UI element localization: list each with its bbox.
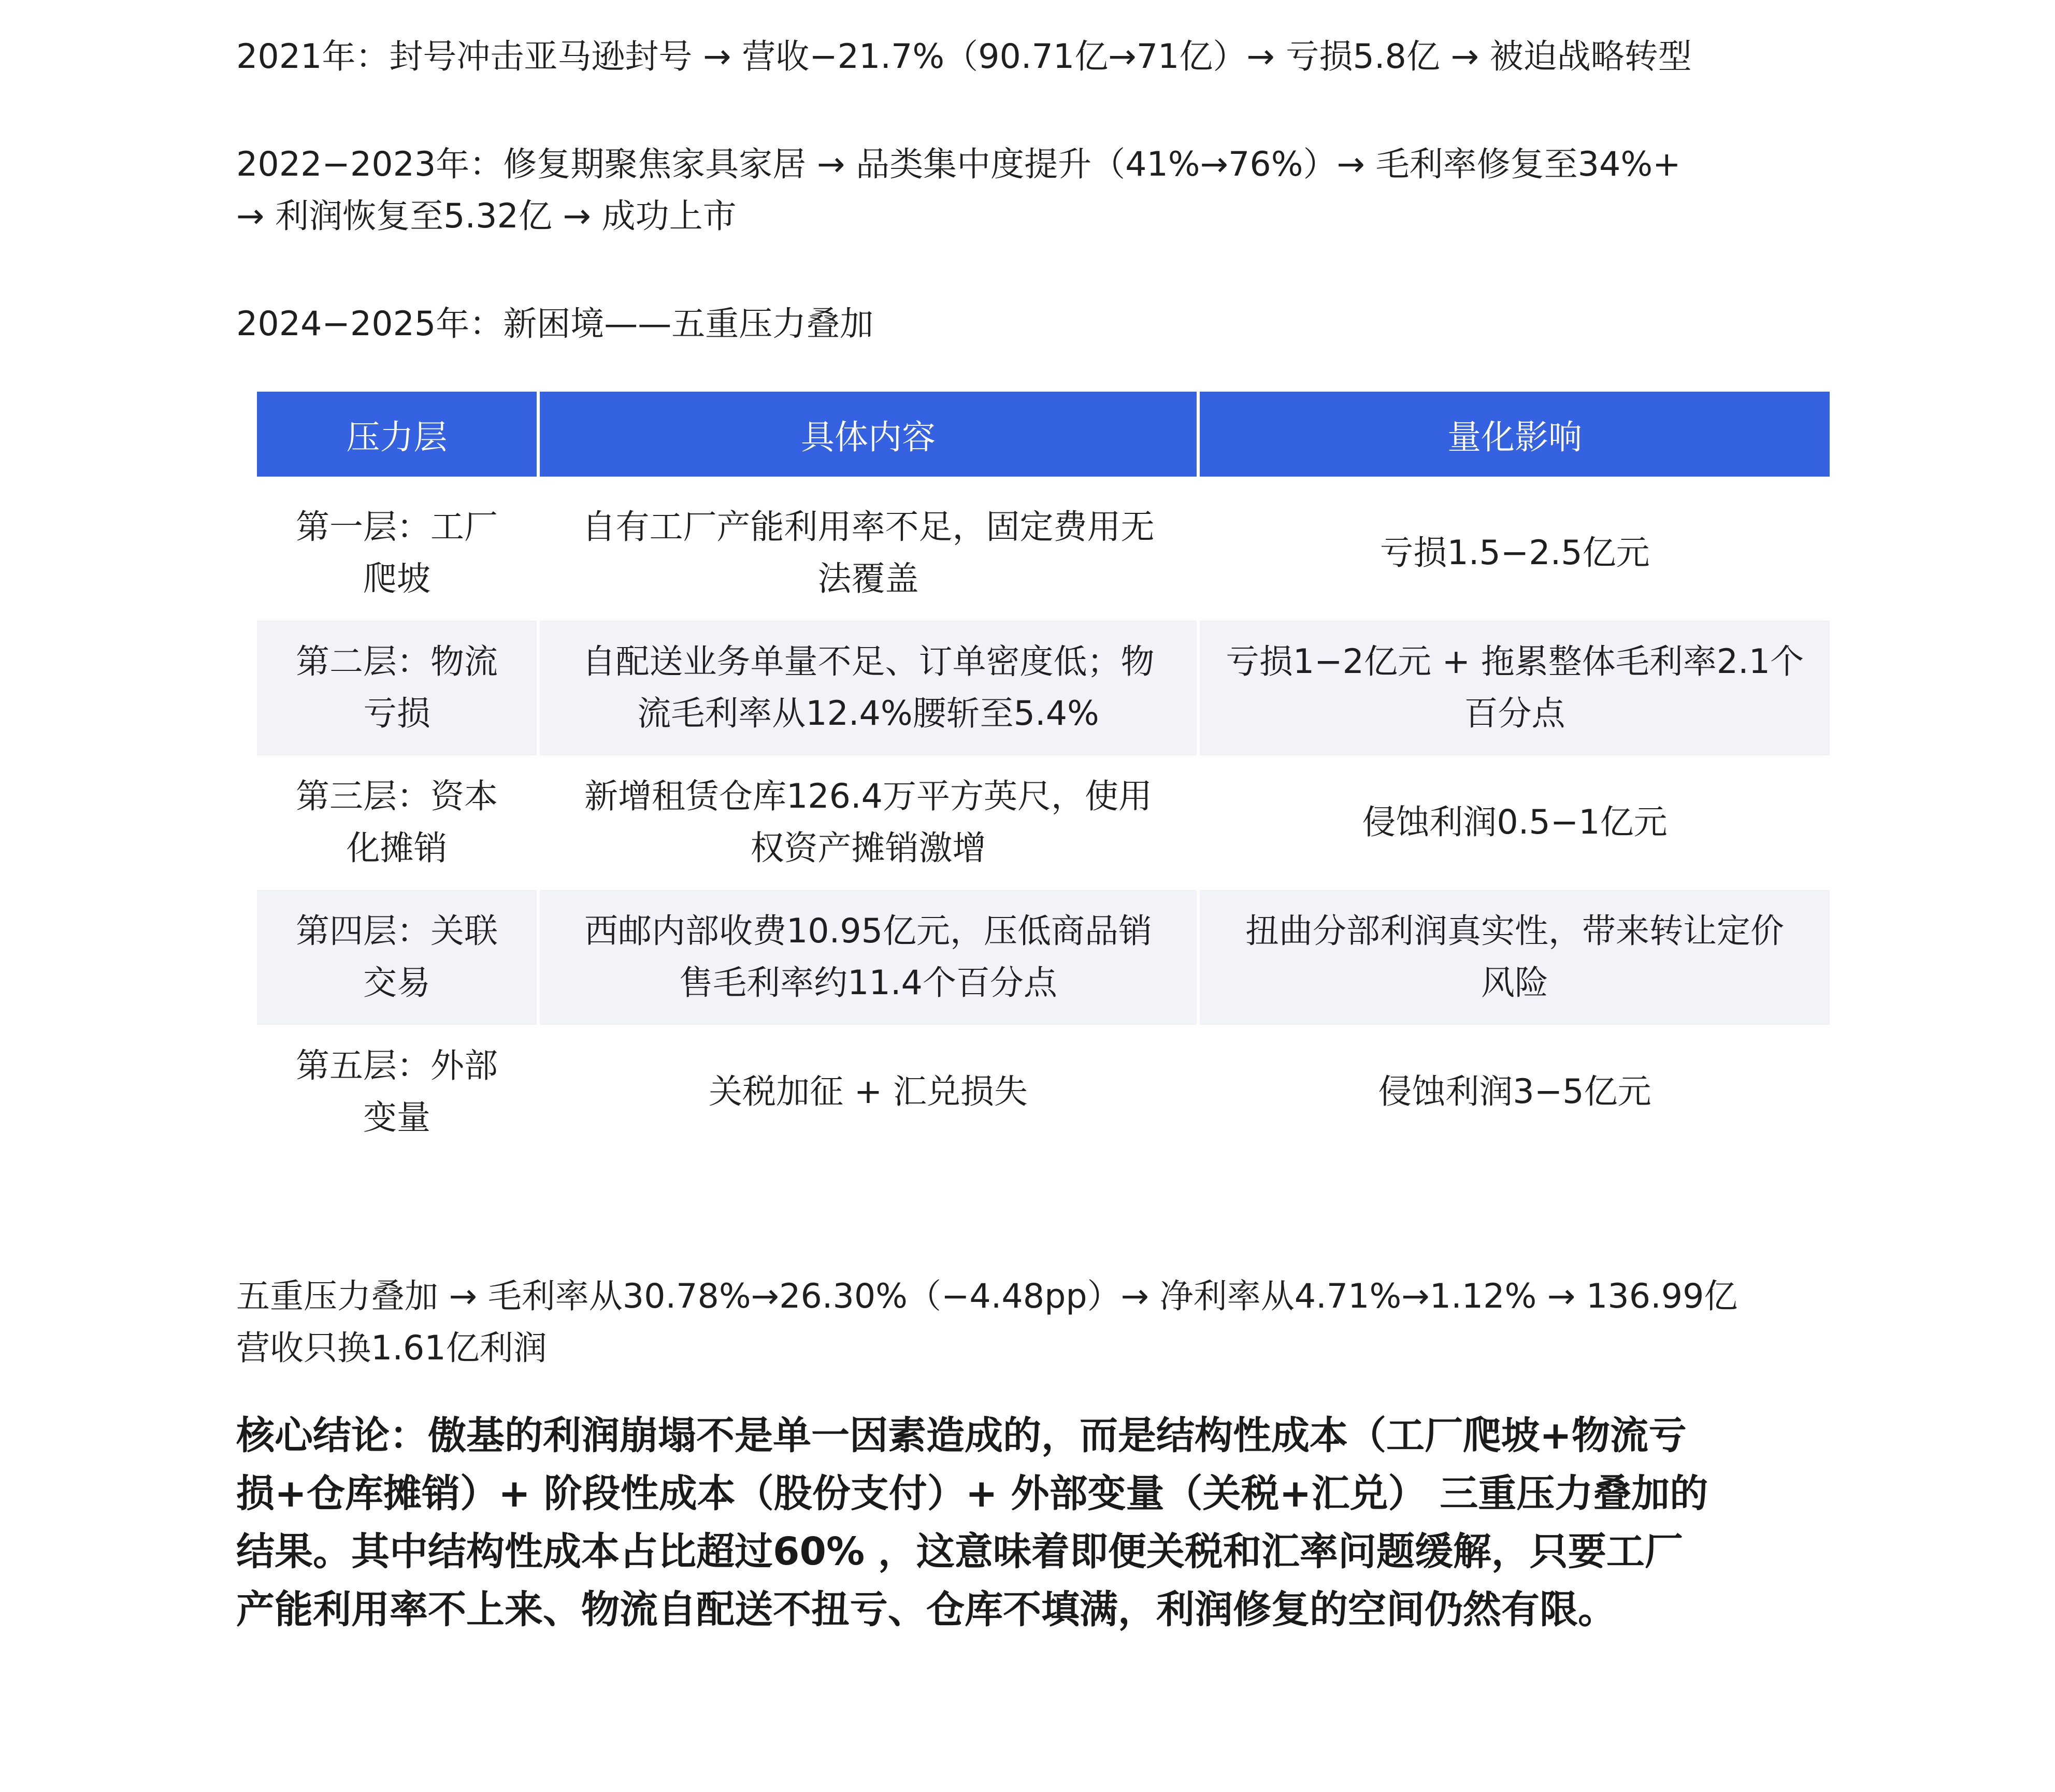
cell-text: 流毛利率从12.4%腰斩至5.4%: [637, 694, 1099, 733]
table-body: [257, 477, 1830, 1159]
table-row: [257, 477, 1830, 621]
cell-impact: [1200, 1025, 1830, 1159]
cell-layer: [257, 621, 537, 755]
cell-text: 第五层：外部: [295, 1046, 498, 1085]
timeline-2024-2025: [236, 298, 1832, 350]
cell-text: 百分点: [1464, 694, 1565, 733]
cell-text: 自配送业务单量不足、订单密度低；物: [582, 642, 1155, 681]
timeline-2021-text: 2021年：封号冲击亚马逊封号 → 营收−21.7%（90.71亿→71亿）→ 亏损5.8亿 → 被迫战略转型: [236, 37, 1692, 76]
table-row: [257, 1025, 1830, 1159]
cell-text: 亏损1−2亿元 + 拖累整体毛利率2.1个: [1225, 642, 1804, 681]
timeline-2024-text: 2024−2025年：新困境——五重压力叠加: [236, 305, 874, 343]
cell-text: 售毛利率约11.4个百分点: [679, 964, 1057, 1002]
cell-text: 自有工厂产能利用率不足，固定费用无: [582, 508, 1155, 547]
cell-content: [540, 1025, 1197, 1159]
conclusion-line1: 核心结论：傲基的利润崩塌不是单一因素造成的，而是结构性成本（工厂爬坡+物流亏: [236, 1413, 1687, 1458]
table-row: [257, 621, 1830, 755]
cell-text: 法覆盖: [817, 560, 919, 598]
core-conclusion: [236, 1407, 1832, 1639]
pressure-table-container: [257, 392, 1823, 1159]
cell-text: 第三层：资本: [295, 777, 498, 816]
cell-text: 变量: [363, 1098, 430, 1137]
cell-impact: [1200, 890, 1830, 1025]
cell-content: [540, 890, 1197, 1025]
cell-content: [540, 755, 1197, 890]
cell-text: 第四层：关联: [295, 912, 498, 951]
cell-text: 爬坡: [363, 560, 430, 598]
cell-text: 第一层：工厂: [295, 508, 498, 547]
cell-text: 侵蚀利润3−5亿元: [1378, 1072, 1651, 1111]
table-row: [257, 755, 1830, 890]
cell-text: 亏损1.5−2.5亿元: [1379, 534, 1650, 572]
cell-content: [540, 477, 1197, 621]
table-row: [257, 890, 1830, 1025]
cell-text: 交易: [363, 964, 430, 1002]
cell-text: 权资产摊销激增: [750, 829, 986, 868]
cell-text: 亏损: [363, 694, 430, 733]
cell-impact: [1200, 477, 1830, 621]
timeline-2022-2023: [236, 139, 1832, 242]
cell-text: 风险: [1481, 964, 1548, 1002]
cell-text: 侵蚀利润0.5−1亿元: [1362, 803, 1668, 842]
cell-text: 新增租赁仓库126.4万平方英尺，使用: [584, 777, 1153, 816]
cell-text: 关税加征 + 汇兑损失: [709, 1072, 1028, 1111]
cell-text: 化摊销: [346, 829, 448, 868]
summary-paragraph: [236, 1271, 1832, 1374]
document-body: [236, 31, 1832, 1677]
cell-text: 第二层：物流: [295, 642, 498, 681]
cell-text: 扭曲分部利润真实性，带来转让定价: [1245, 912, 1784, 951]
header-impact: 量化影响: [1200, 392, 1830, 477]
timeline-2022-line1: 2022−2023年：修复期聚焦家具家居 → 品类集中度提升（41%→76%）→ 毛利率修复至34%+: [236, 145, 1681, 184]
conclusion-line3: 结果。其中结构性成本占比超过60% ，这意味着即便关税和汇率问题缓解，只要工厂: [236, 1529, 1683, 1574]
cell-layer: [257, 1025, 537, 1159]
cell-impact: [1200, 621, 1830, 755]
pressure-table: [254, 392, 1833, 1159]
timeline-2022-line2: → 利润恢复至5.32亿 → 成功上市: [236, 197, 737, 236]
cell-layer: [257, 890, 537, 1025]
timeline-2021: [236, 31, 1832, 83]
header-content: 具体内容: [540, 392, 1197, 477]
cell-layer: [257, 477, 537, 621]
cell-layer: [257, 755, 537, 890]
cell-content: [540, 621, 1197, 755]
conclusion-line2: 损+仓库摊销）+ 阶段性成本（股份支付）+ 外部变量（关税+汇兑） 三重压力叠加的: [236, 1471, 1708, 1516]
cell-text: 西邮内部收费10.95亿元，压低商品销: [584, 912, 1153, 951]
table-header: [257, 392, 1830, 477]
header-layer: 压力层: [257, 392, 537, 477]
cell-impact: [1200, 755, 1830, 890]
summary-line1: 五重压力叠加 → 毛利率从30.78%→26.30%（−4.48pp）→ 净利率从4.71%→1.12% → 136.99亿: [236, 1277, 1738, 1316]
summary-line2: 营收只换1.61亿利润: [236, 1329, 547, 1368]
conclusion-line4: 产能利用率不上来、物流自配送不扭亏、仓库不填满，利润修复的空间仍然有限。: [236, 1587, 1616, 1632]
